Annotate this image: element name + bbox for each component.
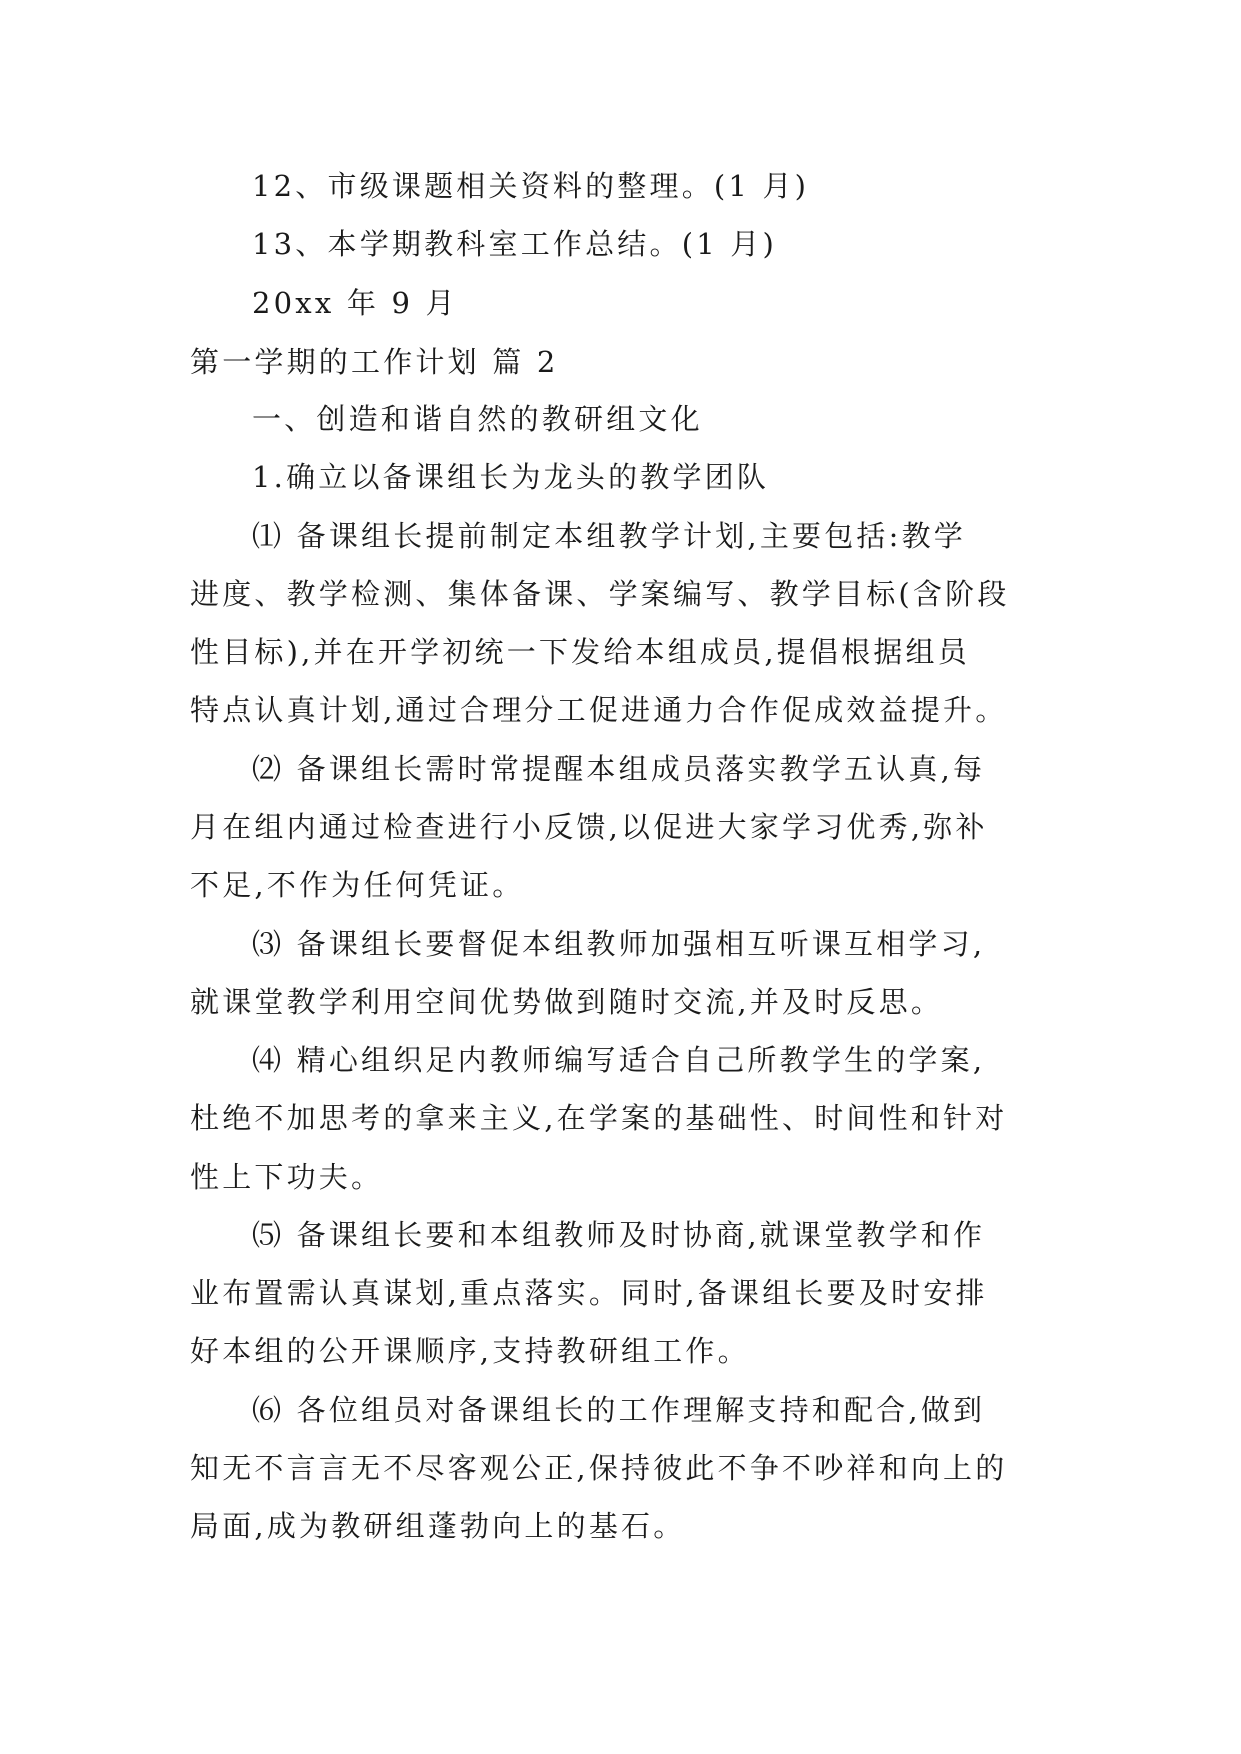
subsection-heading: 一、创造和谐自然的教研组文化 [252, 402, 703, 436]
paragraph-line: 知无不言言无不尽客观公正,保持彼此不争不吵祥和向上的 [190, 1451, 1008, 1485]
paragraph-line: 好本组的公开课顺序,支持教研组工作。 [190, 1334, 750, 1368]
paragraph-line: ⑹ 各位组员对备课组长的工作理解支持和配合,做到 [252, 1393, 986, 1427]
paragraph-line: ⑶ 备课组长要督促本组教师加强相互听课互相学习, [252, 927, 986, 961]
paragraph-line: 进度、教学检测、集体备课、学案编写、教学目标(含阶段 [190, 577, 1010, 611]
list-item-12: 12、市级课题相关资料的整理。(1 月) [252, 169, 810, 203]
paragraph-line: 不足,不作为任何凭证。 [190, 868, 525, 902]
paragraph-line: 月在组内通过检查进行小反馈,以促进大家学习优秀,弥补 [190, 810, 988, 844]
list-item-13: 13、本学期教科室工作总结。(1 月) [252, 227, 777, 261]
paragraph-line: ⑸ 备课组长要和本组教师及时协商,就课堂教学和作 [252, 1218, 986, 1252]
item-heading: 1.确立以备课组长为龙头的教学团队 [252, 460, 770, 494]
paragraph-line: 杜绝不加思考的拿来主义,在学案的基础性、时间性和针对 [190, 1101, 1008, 1135]
paragraph-line: 性上下功夫。 [190, 1160, 384, 1194]
paragraph-line: 性目标),并在开学初统一下发给本组成员,提倡根据组员 [190, 635, 970, 669]
date-line: 20xx 年 9 月 [252, 286, 458, 320]
paragraph-line: 局面,成为教研组蓬勃向上的基石。 [190, 1509, 686, 1543]
paragraph-line: ⑴ 备课组长提前制定本组教学计划,主要包括:教学 [252, 519, 967, 553]
paragraph-line: ⑵ 备课组长需时常提醒本组成员落实教学五认真,每 [252, 752, 986, 786]
section-heading: 第一学期的工作计划 篇 2 [190, 345, 559, 379]
paragraph-line: 就课堂教学利用空间优势做到随时交流,并及时反思。 [190, 985, 944, 1019]
paragraph-line: 业布置需认真谋划,重点落实。同时,备课组长要及时安排 [190, 1276, 988, 1310]
paragraph-line: ⑷ 精心组织足内教师编写适合自己所教学生的学案, [252, 1043, 986, 1077]
paragraph-line: 特点认真计划,通过合理分工促进通力合作促成效益提升。 [190, 693, 1008, 727]
